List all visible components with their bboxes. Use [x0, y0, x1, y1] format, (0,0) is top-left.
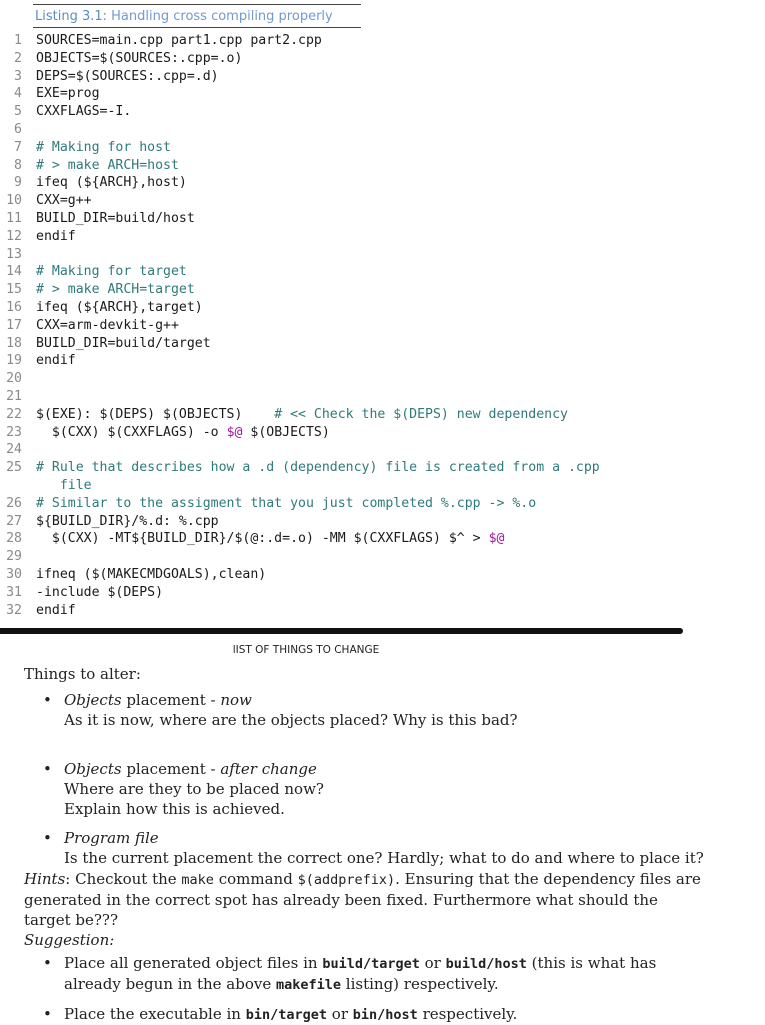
line-number: 8 [14, 157, 22, 173]
code-segment: # Similar to the assigment that you just completed %.cpp -> %.o [36, 495, 537, 511]
line-number: 17 [6, 317, 22, 333]
addprefix-command: $(addprefix) [297, 872, 396, 888]
code-segment: # > make ARCH=host [36, 157, 179, 173]
code-line [0, 50, 700, 68]
item-text: Where are they to be placed now? [64, 780, 324, 798]
line-number: 2 [14, 50, 22, 66]
make-keyword: make [181, 872, 214, 888]
code-text [36, 263, 187, 281]
code-text [36, 530, 504, 548]
code-listing [0, 32, 700, 619]
code-text [36, 210, 195, 228]
code-line [0, 513, 700, 531]
code-text [36, 495, 536, 513]
item-title-end: now [220, 691, 252, 709]
code-text [36, 584, 163, 602]
code-line [0, 530, 700, 548]
code-text [36, 566, 266, 584]
code-segment: CXX=arm-devkit-g++ [36, 317, 179, 333]
code-segment: -include $(DEPS) [36, 584, 164, 600]
path-build-target: build/target [322, 956, 420, 972]
code-line [0, 121, 700, 139]
line-number: 5 [14, 104, 22, 120]
code-segment: # Making for target [36, 264, 187, 280]
path-bin-target: bin/target [245, 1007, 328, 1023]
code-text [36, 317, 179, 335]
code-line [0, 406, 700, 424]
hints-paragraph [24, 869, 704, 930]
code-segment: SOURCES=main.cpp part1.cpp part2.cpp [36, 33, 322, 48]
code-text [36, 50, 242, 68]
line-number: 16 [6, 299, 22, 315]
line-number: 24 [6, 442, 22, 458]
line-number: 1 [14, 33, 22, 48]
code-segment: $(CXX) $(CXXFLAGS) -o [36, 424, 227, 440]
code-line [0, 192, 700, 210]
list-item [24, 1004, 704, 1025]
item-text: As it is now, where are the objects placed? Why is this bad? [64, 711, 518, 729]
code-line [0, 281, 700, 299]
code-segment: BUILD_DIR=build/target [36, 335, 211, 351]
list-item [24, 953, 704, 995]
code-segment: $(CXX) -MT${BUILD_DIR}/$(@:.d=.o) -MM $(CXXFLAGS) $^ > [36, 531, 489, 547]
line-number: 10 [6, 193, 22, 209]
line-number: 15 [6, 282, 22, 298]
code-line [0, 68, 700, 86]
line-number: 11 [6, 210, 22, 226]
line-number: 4 [14, 86, 22, 102]
makefile-keyword: makefile [276, 977, 342, 993]
line-number: 20 [6, 371, 22, 387]
section-heading: lIST OF THINGS TO CHANGE [232, 644, 380, 656]
code-line [0, 210, 700, 228]
code-text [36, 281, 195, 299]
code-line [0, 352, 700, 370]
code-line [0, 32, 700, 50]
hints-label: Hints [24, 870, 66, 888]
code-segment: $(EXE): $(DEPS) $(OBJECTS) [36, 406, 275, 422]
item-text: (this is what has already begun in the above [64, 954, 657, 993]
line-number: 25 [6, 460, 22, 476]
line-number: 3 [14, 68, 22, 84]
code-line [0, 370, 700, 388]
item-title-mid: placement - [121, 691, 221, 709]
item-text: or [419, 954, 446, 972]
list-item [24, 690, 704, 730]
code-segment: CXX=g++ [36, 193, 92, 209]
code-segment: # Making for host [36, 139, 171, 155]
code-text [36, 299, 203, 317]
item-title-end: after change [220, 760, 317, 778]
code-segment: ifeq (${ARCH},host) [36, 175, 187, 191]
line-number: 12 [6, 228, 22, 244]
code-text [36, 139, 171, 157]
bullet: • [43, 829, 52, 847]
line-number: 14 [6, 264, 22, 280]
code-text [36, 32, 322, 50]
line-number: 32 [6, 602, 22, 618]
code-segment: BUILD_DIR=build/host [36, 210, 195, 226]
section-divider [0, 628, 683, 634]
code-text [36, 335, 211, 353]
code-line [0, 157, 700, 175]
change-list [24, 664, 704, 1025]
item-title: Objects [64, 760, 122, 778]
listing-label: Listing 3.1: [35, 9, 108, 24]
hints-text: . Ensuring that the dependency files are generated in the correct spot has already been fixed. Furthermore what should the target be??? [24, 870, 701, 929]
code-segment: endif [36, 228, 76, 244]
code-text [36, 68, 219, 86]
code-segment: EXE=prog [36, 86, 100, 102]
bullet: • [43, 1005, 52, 1023]
bullet: • [43, 691, 52, 709]
code-line [0, 139, 700, 157]
path-bin-host: bin/host [352, 1007, 418, 1023]
code-text [36, 424, 330, 442]
code-text [36, 513, 219, 531]
item-title: Objects [64, 691, 122, 709]
line-number: 21 [6, 388, 22, 404]
auto-variable: $@ [226, 424, 243, 440]
code-line [0, 174, 700, 192]
code-line [0, 228, 700, 246]
auto-variable: $@ [488, 531, 505, 547]
code-line [0, 388, 700, 406]
code-line [0, 335, 700, 353]
code-segment: ${BUILD_DIR}/%.d: %.cpp [36, 513, 219, 529]
code-text [36, 103, 131, 121]
list-item [24, 759, 704, 819]
item-text: listing) respectively. [341, 975, 499, 993]
intro-text: Things to alter: [24, 665, 141, 683]
path-build-host: build/host [445, 956, 527, 972]
code-line [0, 424, 700, 442]
code-segment: endif [36, 602, 76, 618]
code-segment: # > make ARCH=target [36, 282, 195, 298]
line-number: 29 [6, 549, 22, 565]
line-number: 28 [6, 531, 22, 547]
code-text [36, 602, 76, 620]
hints-text: : Checkout the [65, 870, 182, 888]
item-text: or [327, 1005, 353, 1023]
code-text [36, 459, 696, 495]
code-line [0, 317, 700, 335]
bullet: • [43, 954, 52, 972]
listing-title: Handling cross compiling properly [111, 9, 333, 24]
item-text: Place all generated object files in [64, 954, 323, 972]
code-text [36, 192, 92, 210]
line-number: 7 [14, 139, 22, 155]
code-line [0, 246, 700, 264]
hints-text: command [213, 870, 298, 888]
line-number: 23 [6, 424, 22, 440]
code-line [0, 263, 700, 281]
suggestion-label: Suggestion: [24, 931, 115, 949]
code-comment: # << Check the $(DEPS) new dependency [274, 406, 568, 422]
line-number: 27 [6, 513, 22, 529]
line-number: 13 [6, 246, 22, 262]
item-text: respectively. [417, 1005, 518, 1023]
item-title-mid: placement - [121, 760, 221, 778]
code-segment: ifeq (${ARCH},target) [36, 299, 203, 315]
line-number: 31 [6, 584, 22, 600]
code-segment: ifneq ($(MAKECMDGOALS),clean) [36, 566, 267, 582]
code-segment: $(OBJECTS) [242, 424, 330, 440]
item-text: Is the current placement the correct one? Hardly; what to do and where to place it? [64, 849, 704, 867]
code-text [36, 85, 100, 103]
item-text: Place the executable in [64, 1005, 246, 1023]
line-number: 19 [6, 353, 22, 369]
code-line [0, 548, 700, 566]
code-segment: DEPS=$(SOURCES:.cpp=.d) [36, 68, 219, 84]
code-line [0, 495, 700, 513]
item-text: Explain how this is achieved. [64, 800, 285, 818]
list-item [24, 828, 704, 868]
code-text [36, 352, 76, 370]
code-text [36, 406, 568, 424]
bullet: • [43, 760, 52, 778]
listing-caption [33, 4, 361, 28]
code-line [0, 85, 700, 103]
code-line [0, 459, 700, 495]
line-number: 6 [14, 121, 22, 137]
code-segment: # Rule that describes how a .d (dependency) file is created from a .cpp file [36, 460, 600, 493]
item-title: Program file [64, 829, 159, 847]
code-line [0, 441, 700, 459]
line-number: 9 [14, 175, 22, 191]
code-line [0, 602, 700, 620]
code-segment: OBJECTS=$(SOURCES:.cpp=.o) [36, 50, 243, 66]
code-line [0, 584, 700, 602]
code-text [36, 157, 179, 175]
code-text [36, 228, 76, 246]
code-text [36, 174, 187, 192]
code-line [0, 103, 700, 121]
code-line [0, 566, 700, 584]
code-line [0, 299, 700, 317]
line-number: 18 [6, 335, 22, 351]
line-number: 30 [6, 566, 22, 582]
line-number: 26 [6, 495, 22, 511]
code-segment: endif [36, 353, 76, 369]
line-number: 22 [6, 406, 22, 422]
code-segment: CXXFLAGS=-I. [36, 104, 132, 120]
